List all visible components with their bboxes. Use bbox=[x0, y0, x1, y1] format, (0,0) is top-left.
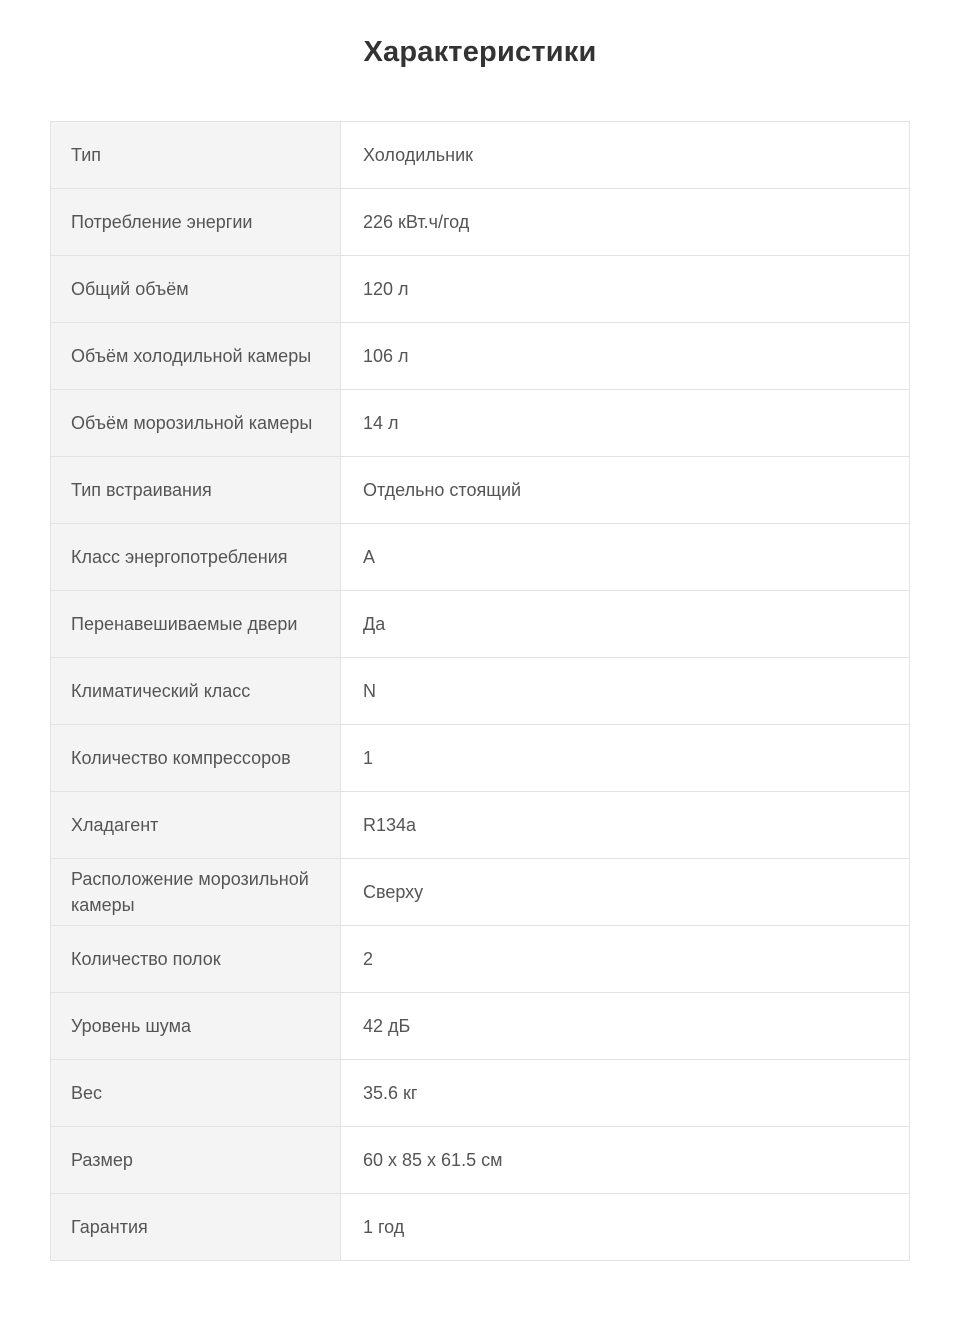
spec-row bbox=[51, 725, 910, 792]
spec-value: 226 кВт.ч/год bbox=[341, 189, 910, 256]
spec-row bbox=[51, 926, 910, 993]
spec-label: Климатический класс bbox=[51, 658, 341, 725]
spec-label: Количество полок bbox=[51, 926, 341, 993]
spec-label: Тип встраивания bbox=[51, 457, 341, 524]
spec-row bbox=[51, 1060, 910, 1127]
spec-value: 120 л bbox=[341, 256, 910, 323]
spec-label: Гарантия bbox=[51, 1194, 341, 1261]
spec-row bbox=[51, 859, 910, 926]
spec-value: 14 л bbox=[341, 390, 910, 457]
spec-value: Холодильник bbox=[341, 122, 910, 189]
spec-value: N bbox=[341, 658, 910, 725]
spec-value: R134a bbox=[341, 792, 910, 859]
spec-label: Расположение морозильной камеры bbox=[51, 859, 341, 926]
spec-value: 2 bbox=[341, 926, 910, 993]
spec-label: Уровень шума bbox=[51, 993, 341, 1060]
spec-value: 1 bbox=[341, 725, 910, 792]
spec-label: Хладагент bbox=[51, 792, 341, 859]
spec-value: Да bbox=[341, 591, 910, 658]
spec-label: Тип bbox=[51, 122, 341, 189]
spec-value: Отдельно стоящий bbox=[341, 457, 910, 524]
spec-row bbox=[51, 658, 910, 725]
spec-row bbox=[51, 792, 910, 859]
spec-label: Объём холодильной камеры bbox=[51, 323, 341, 390]
specs-table bbox=[50, 121, 910, 1261]
spec-value: 106 л bbox=[341, 323, 910, 390]
spec-row bbox=[51, 122, 910, 189]
spec-value: Сверху bbox=[341, 859, 910, 926]
spec-label: Перенавешиваемые двери bbox=[51, 591, 341, 658]
spec-label: Потребление энергии bbox=[51, 189, 341, 256]
spec-row bbox=[51, 524, 910, 591]
spec-row bbox=[51, 993, 910, 1060]
page-title: Характеристики bbox=[363, 36, 597, 68]
spec-label: Класс энергопотребления bbox=[51, 524, 341, 591]
spec-row bbox=[51, 323, 910, 390]
spec-row bbox=[51, 591, 910, 658]
spec-row bbox=[51, 390, 910, 457]
spec-value: 42 дБ bbox=[341, 993, 910, 1060]
spec-label: Общий объём bbox=[51, 256, 341, 323]
spec-value: 60 х 85 х 61.5 см bbox=[341, 1127, 910, 1194]
spec-row bbox=[51, 457, 910, 524]
spec-row bbox=[51, 256, 910, 323]
spec-label: Вес bbox=[51, 1060, 341, 1127]
spec-row bbox=[51, 1127, 910, 1194]
spec-value: 1 год bbox=[341, 1194, 910, 1261]
spec-row bbox=[51, 1194, 910, 1261]
spec-value: 35.6 кг bbox=[341, 1060, 910, 1127]
spec-value: A bbox=[341, 524, 910, 591]
spec-row bbox=[51, 189, 910, 256]
spec-label: Размер bbox=[51, 1127, 341, 1194]
specs-table-body bbox=[51, 122, 910, 1261]
spec-label: Количество компрессоров bbox=[51, 725, 341, 792]
spec-label: Объём морозильной камеры bbox=[51, 390, 341, 457]
